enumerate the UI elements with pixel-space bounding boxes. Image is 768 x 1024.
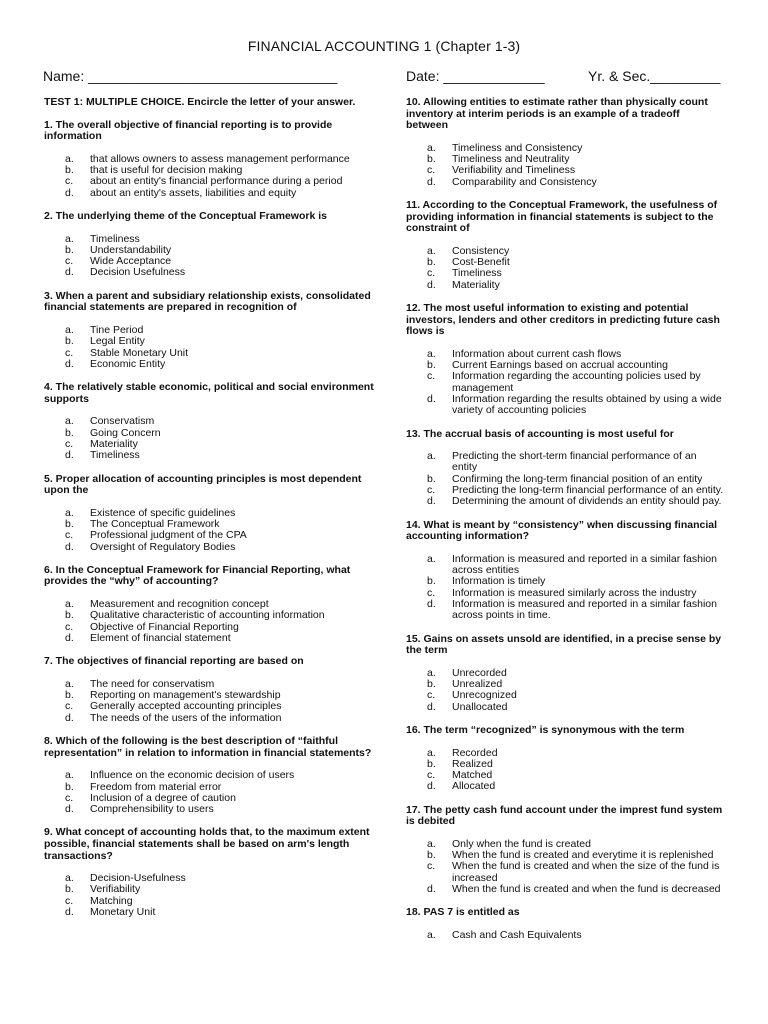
question-item bbox=[44, 565, 374, 644]
option-letter: b. bbox=[427, 678, 436, 691]
question-item bbox=[406, 200, 724, 291]
option-text: Timeliness bbox=[90, 232, 140, 245]
option-letter: c. bbox=[65, 700, 74, 713]
question-text: 1. The overall objective of financial reporting is to provide information bbox=[44, 118, 333, 143]
option-letter: b. bbox=[427, 472, 436, 485]
question-text: 5. Proper allocation of accounting principles is most dependent upon the bbox=[44, 472, 362, 497]
answer-option bbox=[427, 690, 724, 701]
option-text: Consistency bbox=[452, 244, 510, 257]
option-letter: b. bbox=[427, 849, 436, 862]
question-text: 9. What concept of accounting holds that, to the maximum extent possible, financial statements shall be based on arm's length transactions? bbox=[44, 826, 370, 862]
answer-option bbox=[65, 336, 374, 347]
option-letter: b. bbox=[65, 609, 74, 622]
option-letter: c. bbox=[427, 689, 436, 702]
option-text: Timeliness bbox=[452, 267, 502, 280]
option-letter: b. bbox=[65, 164, 74, 177]
answer-option bbox=[65, 176, 374, 187]
option-text: Timeliness and Neutrality bbox=[452, 153, 570, 166]
question-text: 16. The term “recognized” is synonymous with the term bbox=[406, 723, 685, 736]
option-letter: a. bbox=[427, 837, 436, 850]
name-field: Name: ________________________________ bbox=[43, 68, 338, 84]
option-letter: d. bbox=[65, 711, 74, 724]
question-text: 14. What is meant by “consistency” when discussing financial accounting information? bbox=[406, 518, 718, 543]
option-letter: d. bbox=[65, 906, 74, 919]
option-letter: c. bbox=[65, 894, 74, 907]
option-letter: b. bbox=[427, 153, 436, 166]
option-text: Unrealized bbox=[452, 678, 503, 691]
answer-option bbox=[427, 394, 724, 417]
answer-option bbox=[427, 576, 724, 587]
option-letter: b. bbox=[65, 689, 74, 702]
option-text: Oversight of Regulatory Bodies bbox=[90, 540, 236, 553]
option-text: Element of financial statement bbox=[90, 631, 231, 644]
option-text: Matching bbox=[90, 894, 133, 907]
option-text: Timeliness and Consistency bbox=[452, 141, 583, 154]
option-text: Conservatism bbox=[90, 415, 155, 428]
option-text: Information is measured similarly across the industry bbox=[452, 586, 697, 599]
option-letter: c. bbox=[427, 586, 436, 599]
option-letter: d. bbox=[65, 357, 74, 370]
option-text: When the fund is created and when the fund is decreased bbox=[452, 883, 721, 896]
option-text: The need for conservatism bbox=[90, 677, 215, 690]
option-text: Current Earnings based on accrual accounting bbox=[452, 359, 668, 372]
option-text: Confirming the long-term financial position of an entity bbox=[452, 472, 703, 485]
option-text: Recorded bbox=[452, 746, 498, 759]
answer-option bbox=[427, 861, 724, 884]
question-item bbox=[44, 474, 374, 553]
option-letter: b. bbox=[427, 757, 436, 770]
question-text: 13. The accrual basis of accounting is most useful for bbox=[406, 427, 674, 440]
question-text: 18. PAS 7 is entitled as bbox=[406, 906, 520, 919]
option-text: Realized bbox=[452, 757, 493, 770]
option-letter: d. bbox=[65, 540, 74, 553]
answer-option bbox=[65, 804, 374, 815]
right-question-list bbox=[406, 97, 724, 941]
option-text: Verifiability and Timeliness bbox=[452, 164, 576, 177]
answer-option bbox=[65, 907, 374, 918]
option-text: Determining the amount of dividends an entity should pay. bbox=[452, 495, 722, 508]
option-text: about an entity's assets, liabilities and equity bbox=[90, 186, 297, 199]
option-letter: d. bbox=[427, 175, 436, 188]
option-text: Comprehensibility to users bbox=[90, 803, 214, 816]
option-text: Generally accepted accounting principles bbox=[90, 700, 282, 713]
option-letter: d. bbox=[65, 449, 74, 462]
question-item bbox=[406, 805, 724, 896]
option-letter: c. bbox=[65, 175, 74, 188]
option-text: Professional judgment of the CPA bbox=[90, 529, 247, 542]
option-text: Understandability bbox=[90, 243, 172, 256]
answer-option bbox=[65, 188, 374, 199]
question-text: 10. Allowing entities to estimate rather than physically count inventory at interim periods is an example of a tradeoff between bbox=[406, 96, 708, 132]
answer-option bbox=[65, 770, 374, 781]
question-text: 7. The objectives of financial reporting are based on bbox=[44, 655, 304, 668]
option-letter: c. bbox=[65, 255, 74, 268]
question-item bbox=[44, 382, 374, 461]
answer-option bbox=[427, 781, 724, 792]
option-letter: c. bbox=[427, 370, 436, 383]
option-letter: c. bbox=[427, 483, 436, 496]
option-text: Stable Monetary Unit bbox=[90, 346, 189, 359]
answer-option bbox=[427, 599, 724, 622]
option-text: Cash and Cash Equivalents bbox=[452, 928, 582, 941]
option-text: Allocated bbox=[452, 780, 496, 793]
option-letter: c. bbox=[65, 620, 74, 633]
option-letter: d. bbox=[427, 597, 436, 610]
option-text: Tine Period bbox=[90, 323, 144, 336]
option-letter: d. bbox=[427, 883, 436, 896]
option-text: Information is timely bbox=[452, 575, 546, 588]
option-text: Reporting on management's stewardship bbox=[90, 689, 281, 702]
option-text: Wide Acceptance bbox=[90, 255, 172, 268]
question-item bbox=[44, 291, 374, 370]
option-text: Materiality bbox=[90, 437, 138, 450]
option-letter: a. bbox=[65, 677, 74, 690]
option-text: Measurement and recognition concept bbox=[90, 598, 269, 611]
question-text: 15. Gains on assets unsold are identified, in a precise sense by the term bbox=[406, 632, 722, 657]
option-text: Information regarding the results obtained by using a wide variety of accounting policies bbox=[452, 392, 722, 417]
question-item bbox=[406, 520, 724, 622]
option-text: Monetary Unit bbox=[90, 906, 156, 919]
answer-option bbox=[427, 496, 724, 507]
option-letter: d. bbox=[427, 392, 436, 405]
option-text: Cost-Benefit bbox=[452, 256, 510, 269]
option-text: Comparability and Consistency bbox=[452, 175, 597, 188]
option-letter: a. bbox=[427, 746, 436, 759]
option-text: Information regarding the accounting policies used by management bbox=[452, 370, 701, 394]
option-letter: c. bbox=[65, 346, 74, 359]
answer-option bbox=[427, 280, 724, 291]
option-letter: c. bbox=[427, 164, 436, 177]
option-letter: d. bbox=[65, 266, 74, 279]
option-text: Information is measured and reported in a similar fashion across points in time. bbox=[452, 597, 717, 622]
option-letter: a. bbox=[65, 506, 74, 519]
answer-option bbox=[65, 450, 374, 461]
option-letter: a. bbox=[65, 323, 74, 336]
option-text: Decision Usefulness bbox=[90, 266, 186, 279]
answer-option bbox=[427, 165, 724, 176]
option-text: Objective of Financial Reporting bbox=[90, 620, 239, 633]
option-letter: b. bbox=[65, 517, 74, 530]
option-text: Influence on the economic decision of users bbox=[90, 769, 295, 782]
answer-option bbox=[427, 177, 724, 188]
test-instructions: TEST 1: MULTIPLE CHOICE. Encircle the letter of your answer. bbox=[44, 96, 356, 108]
option-letter: a. bbox=[65, 415, 74, 428]
option-letter: b. bbox=[65, 780, 74, 793]
option-text: Going Concern bbox=[90, 426, 161, 439]
left-column bbox=[44, 97, 374, 930]
option-letter: c. bbox=[65, 791, 74, 804]
option-letter: c. bbox=[65, 529, 74, 542]
option-text: Information about current cash flows bbox=[452, 347, 622, 360]
option-text: Predicting the long-term financial performance of an entity. bbox=[452, 483, 724, 496]
option-text: When the fund is created and when the size of the fund is increased bbox=[452, 860, 720, 884]
option-letter: a. bbox=[65, 769, 74, 782]
answer-option bbox=[427, 554, 724, 577]
option-letter: c. bbox=[427, 769, 436, 782]
option-text: Inclusion of a degree of caution bbox=[90, 791, 236, 804]
option-letter: a. bbox=[427, 141, 436, 154]
option-letter: b. bbox=[427, 359, 436, 372]
year-section-field: Yr. & Sec._________ bbox=[588, 68, 721, 84]
option-letter: a. bbox=[65, 872, 74, 885]
option-letter: a. bbox=[65, 232, 74, 245]
question-item bbox=[406, 303, 724, 417]
option-text: The Conceptual Framework bbox=[90, 517, 220, 530]
question-item bbox=[406, 634, 724, 713]
answer-option bbox=[65, 530, 374, 541]
option-text: Matched bbox=[452, 769, 493, 782]
question-item bbox=[406, 907, 724, 941]
answer-option bbox=[65, 416, 374, 427]
answer-option bbox=[65, 610, 374, 621]
option-letter: a. bbox=[427, 666, 436, 679]
question-text: 6. In the Conceptual Framework for Financial Reporting, what provides the “why” of accounting? bbox=[44, 563, 351, 588]
date-field: Date: _____________ bbox=[406, 68, 545, 84]
option-letter: b. bbox=[65, 426, 74, 439]
page-title: FINANCIAL ACCOUNTING 1 (Chapter 1-3) bbox=[247, 38, 521, 54]
question-item bbox=[44, 120, 374, 199]
answer-option bbox=[427, 884, 724, 895]
option-text: Legal Entity bbox=[90, 335, 145, 348]
option-letter: d. bbox=[427, 278, 436, 291]
question-item bbox=[406, 429, 724, 508]
option-letter: d. bbox=[65, 803, 74, 816]
option-text: When the fund is created and everytime it is replenished bbox=[452, 849, 714, 862]
option-text: The needs of the users of the information bbox=[90, 711, 282, 724]
option-letter: d. bbox=[427, 700, 436, 713]
option-letter: d. bbox=[65, 631, 74, 644]
answer-option bbox=[65, 713, 374, 724]
answer-option bbox=[427, 930, 724, 941]
option-text: Verifiability bbox=[90, 883, 141, 896]
question-text: 4. The relatively stable economic, political and social environment supports bbox=[44, 381, 374, 405]
option-text: Materiality bbox=[452, 278, 500, 291]
question-text: 8. Which of the following is the best description of “faithful representation” in relation to information in financial statements? bbox=[44, 735, 372, 759]
question-text: 3. When a parent and subsidiary relationship exists, consolidated financial statements are prepared in recognition of bbox=[44, 289, 371, 314]
question-text: 12. The most useful information to existing and potential investors, lenders and other creditors in predicting future cash flows is bbox=[406, 301, 720, 338]
option-text: Decision-Usefulness bbox=[90, 872, 186, 885]
question-item bbox=[406, 725, 724, 793]
answer-option bbox=[427, 371, 724, 394]
option-letter: b. bbox=[427, 256, 436, 269]
option-letter: a. bbox=[427, 244, 436, 257]
option-letter: b. bbox=[65, 335, 74, 348]
question-text: 2. The underlying theme of the Conceptual Framework is bbox=[44, 209, 327, 222]
option-letter: b. bbox=[65, 243, 74, 256]
option-text: Information is measured and reported in a similar fashion across entities bbox=[452, 552, 717, 577]
option-text: Existence of specific guidelines bbox=[90, 506, 236, 519]
option-text: Timeliness bbox=[90, 449, 140, 462]
option-letter: a. bbox=[427, 347, 436, 360]
option-text: Unrecorded bbox=[452, 666, 507, 679]
answer-option bbox=[427, 451, 724, 474]
option-text: Qualitative characteristic of accounting information bbox=[90, 609, 325, 622]
option-letter: a. bbox=[427, 450, 436, 463]
option-letter: a. bbox=[427, 552, 436, 565]
answer-option bbox=[65, 542, 374, 553]
option-text: Freedom from material error bbox=[90, 780, 222, 793]
right-column bbox=[406, 97, 724, 953]
option-letter: d. bbox=[65, 186, 74, 199]
option-letter: b. bbox=[427, 575, 436, 588]
option-text: about an entity's financial performance during a period bbox=[90, 175, 343, 188]
option-letter: b. bbox=[65, 883, 74, 896]
question-text: 11. According to the Conceptual Framework, the usefulness of providing information in financial statements is subject to the constraint of bbox=[406, 198, 718, 235]
question-item bbox=[44, 656, 374, 724]
question-text: 17. The petty cash fund account under the imprest fund system is debited bbox=[406, 803, 723, 828]
option-letter: a. bbox=[65, 598, 74, 611]
question-item bbox=[44, 211, 374, 279]
left-question-list bbox=[44, 120, 374, 919]
question-item bbox=[44, 827, 374, 918]
option-letter: c. bbox=[65, 437, 74, 450]
option-text: Unallocated bbox=[452, 700, 508, 713]
question-item bbox=[406, 97, 724, 188]
answer-option bbox=[427, 268, 724, 279]
option-text: Unrecognized bbox=[452, 689, 517, 702]
option-letter: c. bbox=[427, 860, 436, 873]
question-item bbox=[44, 736, 374, 815]
option-letter: d. bbox=[427, 780, 436, 793]
option-text: that is useful for decision making bbox=[90, 164, 243, 177]
option-text: Predicting the short-term financial performance of an entity bbox=[452, 450, 697, 474]
option-letter: d. bbox=[427, 495, 436, 508]
option-text: that allows owners to assess management performance bbox=[90, 152, 350, 165]
answer-option bbox=[65, 633, 374, 644]
option-text: Only when the fund is created bbox=[452, 837, 591, 850]
option-letter: a. bbox=[427, 928, 436, 941]
answer-option bbox=[65, 267, 374, 278]
option-text: Economic Entity bbox=[90, 357, 166, 370]
option-letter: a. bbox=[65, 152, 74, 165]
answer-option bbox=[65, 359, 374, 370]
option-letter: c. bbox=[427, 267, 436, 280]
answer-option bbox=[427, 702, 724, 713]
